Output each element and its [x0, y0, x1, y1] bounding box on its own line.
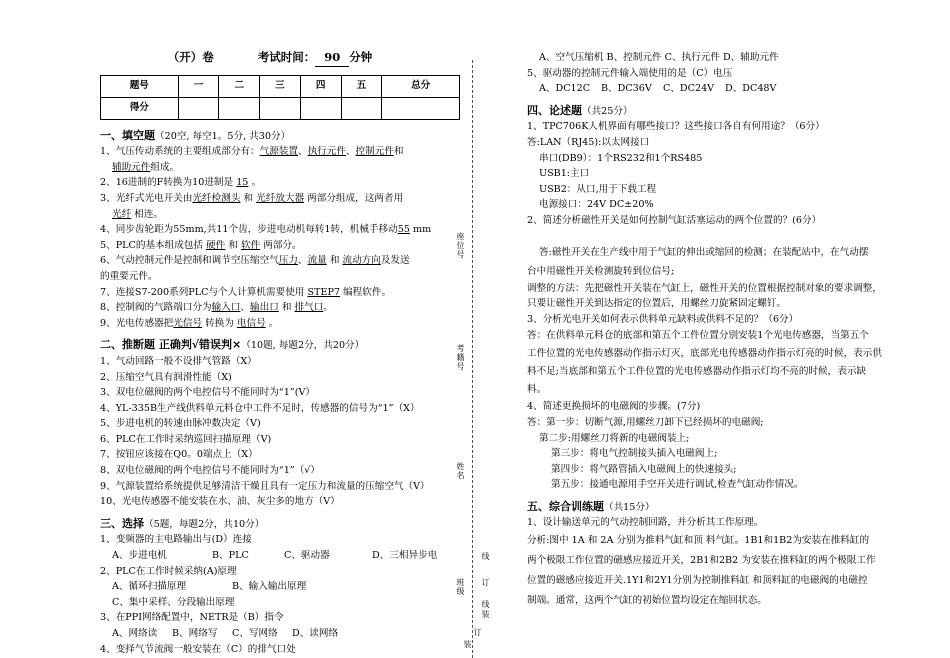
s1-q6: 6、气动控制元件是控制和调节空压缩空气压力、流量 和 流动方向及发送	[100, 255, 410, 267]
score-cell: 题号	[101, 75, 179, 97]
score-cell: 四	[300, 75, 341, 97]
section-4-title: 四、论述题（共25分）	[527, 103, 633, 117]
score-cell-empty[interactable]	[300, 97, 341, 119]
binding-mark: 线装	[481, 600, 490, 620]
score-cell-empty[interactable]	[260, 97, 301, 119]
s4-a1: USB2：从口,用于下载工程	[539, 183, 657, 195]
s3-q5-options	[527, 81, 857, 97]
option: B、DC36V	[601, 83, 652, 95]
option: B、输入输出原理	[232, 581, 307, 593]
s5-a1: 两个极限工作位置的磁感应接近开关，2B1和2B2 为安装在推料缸的两个极限工作	[527, 555, 876, 567]
section-1-title: 一、填空题（20空, 每空1。5分, 共30分）	[100, 128, 291, 142]
s5-a1: 位置的磁感应接近开关.1Y1和2Y1分别为控制推料缸 和顶料缸的电磁阀的电磁控	[527, 575, 868, 587]
s2-item: 10、光电传感器不能安装在水、油、灰尘多的地方（V）	[100, 496, 340, 508]
name-label: 姓名	[456, 462, 465, 480]
option: A、步进电机	[112, 550, 167, 562]
score-table-score-row	[101, 97, 460, 119]
class-label: 班级	[456, 578, 465, 596]
time-unit: 分钟	[349, 50, 373, 64]
right-column	[527, 40, 882, 611]
s4-a2: 台中用磁性开关检测旋转到位信号;	[527, 265, 675, 277]
s3-q2-option-c: C、集中采样、分段输出原理	[112, 596, 235, 608]
section-2-title: 二、推断题 正确判√错误判×（10题, 每题2分，共20分）	[100, 338, 365, 352]
s5-a1: 制端。通常，这两个气缸的初始位置均设定在缩回状态。	[527, 595, 767, 607]
section-3-title: 三、选择（5题，每题2分，共10分）	[100, 516, 265, 530]
time-label: 考试时间：	[257, 50, 316, 64]
section-5-title: 五、综合训练题（共15分）	[527, 499, 655, 513]
s2-item: 7、按钮应该接在Q0。0端点上（X）	[100, 449, 258, 461]
s2-item: 2、压缩空气具有润滑性能（X)	[100, 371, 232, 383]
s2-item: 5、步进电机的转速由脉冲数决定（V)	[100, 418, 261, 430]
time-value: 90	[315, 50, 349, 67]
s3-q2-options	[100, 579, 460, 595]
score-cell: 五	[341, 75, 382, 97]
option: D、DC48V	[725, 83, 777, 95]
s1-q9: 9、光电传感器把光信号 转换为 电信号 。	[100, 317, 279, 329]
s2-item: 4、YL-335B生产线供料单元料仓中工件不足时，传感器的信号为“1”（X）	[100, 402, 420, 414]
s4-a3: 工件位置的光电传感器动作指示灯灭，底部光电传感器动作指示灯亮的时候，表示供	[527, 348, 882, 360]
option: D、三相异步电	[372, 550, 438, 562]
option: A、网络读	[112, 628, 158, 639]
score-cell-empty[interactable]	[341, 97, 382, 119]
score-cell-empty[interactable]	[219, 97, 260, 119]
s4-a2: 只要让磁性开关到达指定的位置后，用螺丝刀旋紧固定螺钉。	[527, 298, 787, 310]
binding-mark: 装	[463, 640, 472, 649]
s1-q1-cont: 辅助元件组成。	[112, 161, 180, 173]
option: C、写网络	[232, 628, 278, 639]
s1-q6-cont: 的重要元件。	[100, 270, 158, 282]
score-table-header-row	[101, 75, 460, 97]
s4-a4: 第三步：将电气控制接头插入电磁阀上;	[551, 448, 718, 460]
s1-q7: 7、连接S7-200系列PLC与个人计算机需要使用 STEP7 编程软件。	[100, 286, 392, 298]
s1-q3-cont: 光纤 相连。	[112, 208, 164, 220]
s2-item: 3、双电位磁阀的两个电控信号不能同时为“1”(V）	[100, 387, 315, 399]
s4-a3: 料。	[527, 384, 547, 396]
binding-line	[472, 60, 473, 658]
s3-q1: 1、变频器的主电路输出与(D）连接	[100, 534, 252, 546]
s1-q8: 8、控制阀的气路端口分为输入口、输出口 和 排气口。	[100, 302, 333, 314]
s4-q2: 2、简述分析磁性开关是如何控制气缸活塞运动的两个位置的？(6分）	[527, 214, 822, 226]
exam-no-label: 考籍号	[456, 344, 465, 371]
s5-a1: 分析:图中 1A 和 2A 分别为推料气缸和顶 料气缸。1B1和1B2为安装在推料缸的	[527, 535, 870, 547]
option: D、读网络	[292, 628, 339, 639]
s4-a4: 第五步：接通电源用手空开关进行调试,检查气缸动作情况。	[551, 479, 804, 491]
score-cell: 一	[178, 75, 219, 97]
exam-header	[100, 50, 440, 67]
s3-q2: 2、PLC在工作时候采纳(A)原理	[100, 565, 237, 577]
s2-item: 6、PLC在工作时采纳巡回扫描原理（V)	[100, 433, 272, 445]
binding-mark: 订	[473, 628, 482, 637]
s4-q1: 1、TPC706K人机界面有哪些接口？这些接口各自有何用途？（6分）	[527, 121, 825, 133]
option: B、PLC	[212, 550, 249, 562]
option: A、循环扫描原理	[112, 581, 187, 593]
s4-a2: 调整的方法：先把磁性开关装在气缸上，磁性开关的位置根据控制对象的要求调整，	[527, 282, 882, 294]
score-cell: 二	[219, 75, 260, 97]
s4-a1: 电源接口：24V DC±20%	[539, 199, 654, 211]
s1-q2: 2、16进制的F转换为10进制是 15 。	[100, 177, 262, 189]
score-cell: 总分	[382, 75, 460, 97]
s4-a4: 第四步：将气路管插入电磁阀上的快速接头;	[551, 463, 737, 475]
option: C、DC24V	[663, 83, 715, 95]
binding-mark: 线	[481, 552, 490, 562]
s2-item: 9、气源装置给系统提供足够清洁干燥且具有一定压力和流量的压缩空气（V）	[100, 480, 430, 492]
s3-q3: 3、在PPI网络配置中，NETR是（B）指令	[100, 612, 284, 624]
s3-q3-options	[100, 626, 460, 642]
s4-q4: 4、简述更换损坏的电磁阀的步骤。(7分)	[527, 401, 701, 413]
score-cell-empty[interactable]	[382, 97, 460, 119]
left-column	[100, 40, 460, 657]
s2-item: 8、双电位磁阀的两个电控信号不能同时为“1”（√）	[100, 465, 321, 477]
score-cell: 三	[260, 75, 301, 97]
s1-q5: 5、PLC的基本组成包括 硬件 和 软件 两部分。	[100, 239, 302, 251]
score-cell-empty[interactable]	[178, 97, 219, 119]
seat-label: 座位号	[456, 232, 465, 259]
s4-a4: 答：第一步：切断气源,用螺丝刀卸下已经损坏的电磁阀;	[527, 416, 764, 428]
option: A、DC12C	[539, 83, 591, 95]
s4-a3: 料不足;当底部和第五个工件位置的光电传感器动作指示灯均不亮的时候，表示缺	[527, 366, 867, 378]
option: C、驱动器	[284, 550, 330, 562]
s3-q5: 5、驱动器的控制元件输入端使用的是（C）电压	[527, 67, 733, 79]
s4-q3: 3、分析光电开关如何表示供料单元缺料或供料不足的？（6分）	[527, 313, 799, 325]
s4-a1: USB1:主口	[539, 168, 590, 180]
s3-q4-options: A、空气压缩机 B、控制元件 C、执行元件 D、辅助元件	[539, 52, 779, 63]
s3-q4: 4、变择气节流阀一般安装在（C）的排气口处	[100, 643, 296, 655]
s4-a1: 答:LAN（RJ45):以太网接口	[527, 136, 650, 148]
s4-a3: 答：在供料单元料仓的底部和第五个工件位置分别安装1个光电传感器，当第五个	[527, 330, 869, 342]
s4-a4: 第二步:用螺丝刀将新的电磁阀装上;	[539, 432, 690, 444]
s1-q3: 3、光纤式光电开关由光纤检测头 和 光纤放大器 两部分组成，这两者用	[100, 192, 404, 204]
option: B、网络写	[172, 628, 218, 639]
s3-q1-options	[100, 548, 460, 564]
exam-kind: （开）卷	[167, 50, 214, 64]
s4-a2: 答:磁性开关在生产线中用于气缸的伸出或缩回的检测；在装配站中，在气动摆	[539, 246, 869, 258]
score-table	[100, 75, 460, 120]
s1-q1: 1、气压传动系统的主要组成部分有：气源装置、执行元件、控制元件和	[100, 146, 404, 158]
score-cell: 得分	[101, 97, 179, 119]
binding-mark: 订	[481, 578, 490, 588]
s5-q1: 1、设计输送单元的气动控制回路，并分析其工作原理。	[527, 517, 764, 529]
s2-item: 1、气动回路一般不设排气管路（X）	[100, 355, 257, 367]
s4-a1: 串口(DB9）：1个RS232和1个RS485	[539, 152, 703, 164]
s1-q4: 4、同步齿轮距为55mm,共11个齿，步进电动机每转1转，机械手移动55 mm	[100, 224, 432, 236]
